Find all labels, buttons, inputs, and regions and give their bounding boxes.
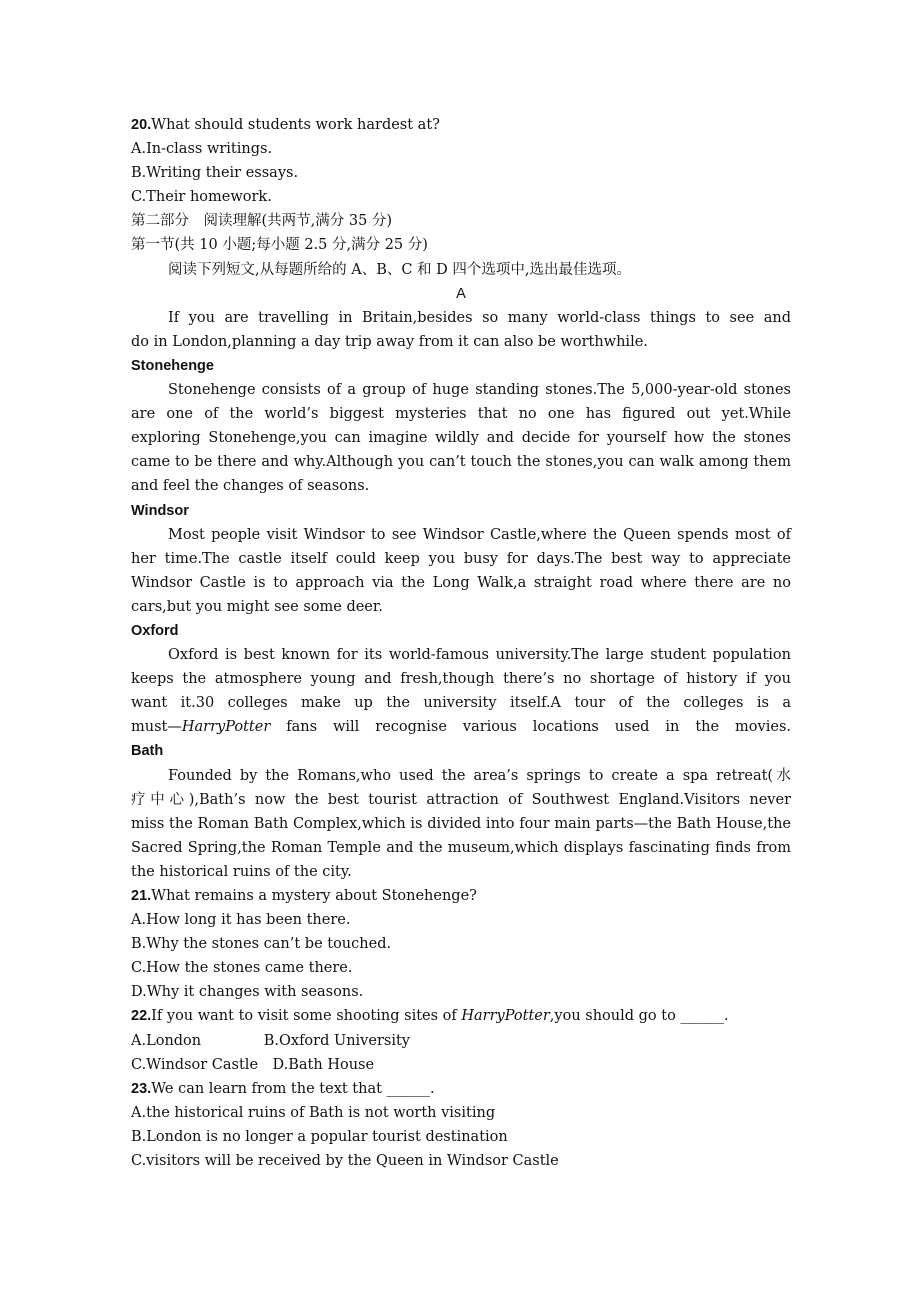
line-text: Sacred Spring,the Roman Temple and the museum,which displays fascinating finds from: [131, 839, 791, 856]
line-text: Bath: [131, 743, 164, 760]
line-text: C.How the stones came there.: [131, 960, 353, 977]
line-text: ,you should go to ______.: [549, 1008, 729, 1025]
text-line: [131, 860, 791, 884]
line-text: miss the Roman Bath Complex,which is divided into four main parts—the Bath House,the: [131, 815, 791, 832]
line-text: If you are travelling in Britain,besides so many world-class things to see and: [168, 309, 791, 326]
document-body: [131, 113, 791, 1173]
line-text: fans will recognise various locations used in the movies.: [270, 719, 791, 736]
line-text: Stonehenge consists of a group of huge standing stones.The 5,000-year-old stones: [168, 382, 791, 399]
line-text: C.Windsor Castle D.Bath House: [131, 1056, 375, 1073]
text-line: [131, 1053, 791, 1077]
line-text: came to be there and why.Although you can’t touch the stones,you can walk among them: [131, 454, 791, 471]
question-stem: [131, 113, 791, 137]
line-text: 疗中心),Bath’s now the best tourist attraction of Southwest England.Visitors never: [131, 791, 791, 808]
line-text: C.visitors will be received by the Queen in Windsor Castle: [131, 1153, 559, 1170]
question-number: 21.: [131, 888, 152, 904]
text-line: [131, 282, 791, 306]
line-text: 阅读下列短文,从每题所给的 A、B、C 和 D 四个选项中,选出最佳选项。: [168, 261, 631, 278]
line-text: Oxford is best known for its world-famous university.The large student population: [168, 647, 791, 664]
text-line: [131, 908, 791, 932]
text-line: [131, 764, 791, 788]
line-text: A: [456, 285, 466, 302]
text-line: [131, 571, 791, 595]
text-line: [131, 306, 791, 330]
line-text: B.Writing their essays.: [131, 165, 299, 182]
line-text: A.How long it has been there.: [131, 912, 351, 929]
text-line: [131, 715, 791, 739]
text-line: [131, 258, 791, 282]
text-line: [131, 137, 791, 161]
line-text: Stonehenge: [131, 357, 214, 374]
text-line: [131, 185, 791, 209]
line-text: are one of the world’s biggest mysteries that no one has figured out yet.While: [131, 406, 791, 423]
text-line: [131, 426, 791, 450]
text-line: [131, 595, 791, 619]
line-text: cars,but you might see some deer.: [131, 598, 383, 615]
line-text: B.London is no longer a popular tourist destination: [131, 1128, 508, 1145]
line-text: A.the historical ruins of Bath is not worth visiting: [131, 1104, 496, 1121]
text-line: [131, 1125, 791, 1149]
question-number: 20.: [131, 117, 152, 133]
text-line: [131, 980, 791, 1004]
line-text: B.Why the stones can’t be touched.: [131, 936, 392, 953]
text-line: [131, 233, 791, 257]
line-text: must—: [131, 719, 182, 736]
text-line: [131, 812, 791, 836]
line-text: Windsor: [131, 502, 189, 519]
text-line: [131, 330, 791, 354]
line-text: want it.30 colleges make up the university itself.A tour of the colleges is a: [131, 695, 791, 712]
text-line: [131, 450, 791, 474]
line-text: Founded by the Romans,who used the area’s springs to create a spa retreat(水: [168, 767, 791, 784]
text-line: [131, 1149, 791, 1173]
section-heading: [131, 354, 791, 378]
line-text: Windsor Castle is to approach via the Long Walk,a straight road where there are no: [131, 574, 791, 591]
line-text: 第二部分 阅读理解(共两节,满分 35 分): [131, 213, 393, 230]
line-text: We can learn from the text that ______.: [151, 1080, 435, 1097]
section-heading: [131, 739, 791, 763]
line-text: her time.The castle itself could keep you busy for days.The best way to appreciate: [131, 550, 791, 567]
line-text: What remains a mystery about Stonehenge?: [151, 888, 477, 904]
line-text: If you want to visit some shooting sites of: [151, 1008, 462, 1025]
line-text: Oxford: [131, 622, 179, 639]
text-line: [131, 474, 791, 498]
text-line: [131, 1101, 791, 1125]
text-line: [131, 378, 791, 402]
line-text: and feel the changes of seasons.: [131, 478, 370, 495]
question-stem: [131, 1004, 791, 1028]
line-text: Most people visit Windsor to see Windsor Castle,where the Queen spends most of: [168, 526, 791, 543]
section-heading: [131, 499, 791, 523]
italic-title: HarryPotter: [461, 1008, 550, 1025]
line-text: A.In-class writings.: [131, 141, 273, 158]
line-text: 第一节(共 10 小题;每小题 2.5 分,满分 25 分): [131, 237, 428, 254]
line-text: keeps the atmosphere young and fresh,though there’s no shortage of history if you: [131, 671, 791, 688]
text-line: [131, 1029, 791, 1053]
text-line: [131, 691, 791, 715]
text-line: [131, 956, 791, 980]
line-text: D.Why it changes with seasons.: [131, 984, 364, 1001]
text-line: [131, 643, 791, 667]
line-text: What should students work hardest at?: [151, 117, 440, 133]
line-text: exploring Stonehenge,you can imagine wildly and decide for yourself how the stones: [131, 430, 791, 447]
question-stem: [131, 1077, 791, 1101]
line-text: the historical ruins of the city.: [131, 863, 352, 880]
text-line: [131, 209, 791, 233]
question-number: 22.: [131, 1008, 152, 1025]
line-text: A.London B.Oxford University: [131, 1032, 410, 1049]
line-text: C.Their homework.: [131, 189, 272, 206]
text-line: [131, 836, 791, 860]
section-heading: [131, 619, 791, 643]
line-text: do in London,planning a day trip away from it can also be worthwhile.: [131, 333, 648, 350]
text-line: [131, 402, 791, 426]
question-number: 23.: [131, 1080, 152, 1097]
italic-title: HarryPotter: [181, 719, 271, 736]
text-line: [131, 161, 791, 185]
text-line: [131, 788, 791, 812]
text-line: [131, 932, 791, 956]
text-line: [131, 523, 791, 547]
text-line: [131, 547, 791, 571]
question-stem: [131, 884, 791, 908]
text-line: [131, 667, 791, 691]
